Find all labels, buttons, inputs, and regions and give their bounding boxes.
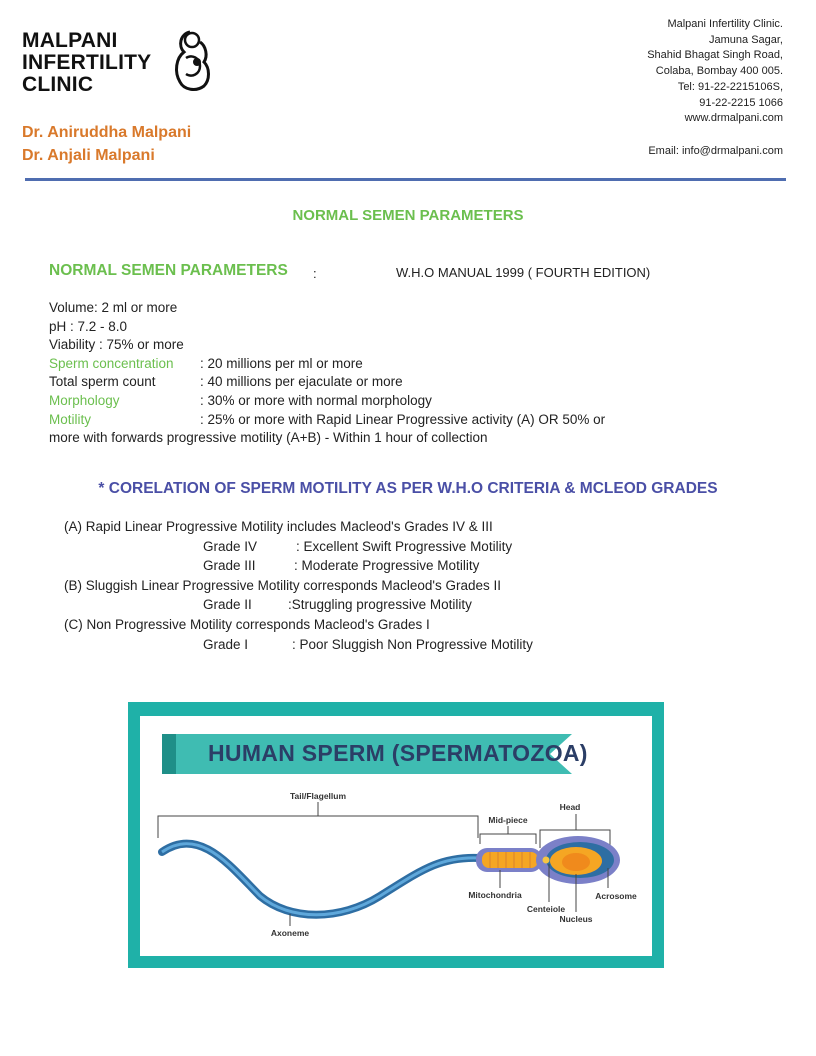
label-centriole: Centeiole — [526, 904, 566, 914]
doctor-name: Dr. Anjali Malpani — [22, 147, 155, 164]
grade-description: : Excellent Swift Progressive Motility — [296, 538, 513, 554]
grade-description: : Poor Sluggish Non Progressive Motility — [292, 636, 533, 652]
param-label: Sperm concentration — [49, 355, 174, 371]
website-link[interactable]: www.drmalpani.com — [684, 112, 783, 125]
address-line: Jamuna Sagar, — [709, 33, 783, 46]
page-title: NORMAL SEMEN PARAMETERS — [292, 207, 524, 224]
label-head: Head — [559, 802, 581, 812]
label-nucleus: Nucleus — [559, 914, 593, 924]
clinic-logo-text — [22, 30, 151, 96]
param-text: more with forwards progressive motility (A+B) - Within 1 hour of collection — [49, 430, 488, 446]
header-divider — [25, 178, 786, 181]
address-line: 91-22-2215 1066 — [699, 96, 783, 109]
who-reference: W.H.O MANUAL 1999 ( FOURTH EDITION) — [396, 265, 651, 280]
param-text: Viability : 75% or more — [49, 337, 184, 353]
grade-name: Grade II — [203, 597, 252, 613]
param-label: Morphology — [49, 392, 120, 408]
param-label: Total sperm count — [49, 374, 156, 390]
email-line[interactable]: Email: info@drmalpani.com — [648, 145, 783, 157]
doctor-names — [22, 121, 191, 167]
label-tail: Tail/Flagellum — [289, 791, 347, 801]
mother-child-logo-icon — [170, 28, 212, 94]
grade-description: : Moderate Progressive Motility — [294, 558, 480, 574]
sperm-illustration — [140, 716, 652, 956]
param-value: : 20 millions per ml or more — [200, 355, 363, 371]
param-value: : 25% or more with Rapid Linear Progressive activity (A) OR 50% or — [200, 411, 606, 427]
grade-description: :Struggling progressive Motility — [288, 597, 472, 613]
grade-group-line: (A) Rapid Linear Progressive Motility includes Macleod's Grades IV & III — [64, 519, 493, 534]
grade-group-line: (B) Sluggish Linear Progressive Motility corresponds Macleod's Grades II — [64, 577, 502, 593]
correlation-title: * CORELATION OF SPERM MOTILITY AS PER W.H.O CRITERIA & MCLEOD GRADES — [98, 480, 718, 497]
address-line: Shahid Bhagat Singh Road, — [647, 49, 783, 62]
logo-line: INFERTILITY — [22, 51, 152, 74]
param-value: : 40 millions per ejaculate or more — [200, 374, 403, 390]
address-line: Malpani Infertility Clinic. — [667, 18, 783, 30]
clinic-address — [647, 17, 783, 127]
grade-name: Grade III — [203, 558, 256, 574]
doctor-name: Dr. Aniruddha Malpani — [22, 124, 192, 141]
param-text: pH : 7.2 - 8.0 — [49, 318, 128, 334]
address-line: Colaba, Bombay 400 005. — [655, 65, 783, 78]
param-label: Motility — [49, 411, 92, 427]
address-line: Tel: 91-22-2215106S, — [677, 80, 783, 93]
grade-name: Grade IV — [203, 538, 258, 554]
logo-line: CLINIC — [22, 73, 94, 96]
label-mitochondria: Mitochondria — [468, 890, 522, 900]
diagram-title: HUMAN SPERM (SPERMATOZOA) — [208, 740, 588, 766]
grade-group-line: (C) Non Progressive Motility corresponds Macleod's Grades I — [64, 616, 430, 632]
params-colon: : — [313, 266, 317, 281]
label-midpiece: Mid-piece — [488, 815, 528, 825]
params-heading: NORMAL SEMEN PARAMETERS — [49, 262, 288, 279]
sperm-diagram — [128, 702, 664, 968]
param-value: : 30% or more with normal morphology — [200, 392, 432, 408]
label-axoneme: Axoneme — [270, 928, 310, 938]
param-text: Volume: 2 ml or more — [49, 300, 178, 315]
label-acrosome: Acrosome — [595, 891, 637, 901]
logo-line: MALPANI — [22, 29, 118, 52]
grade-name: Grade I — [203, 636, 249, 652]
sperm-diagram-panel — [140, 716, 652, 956]
